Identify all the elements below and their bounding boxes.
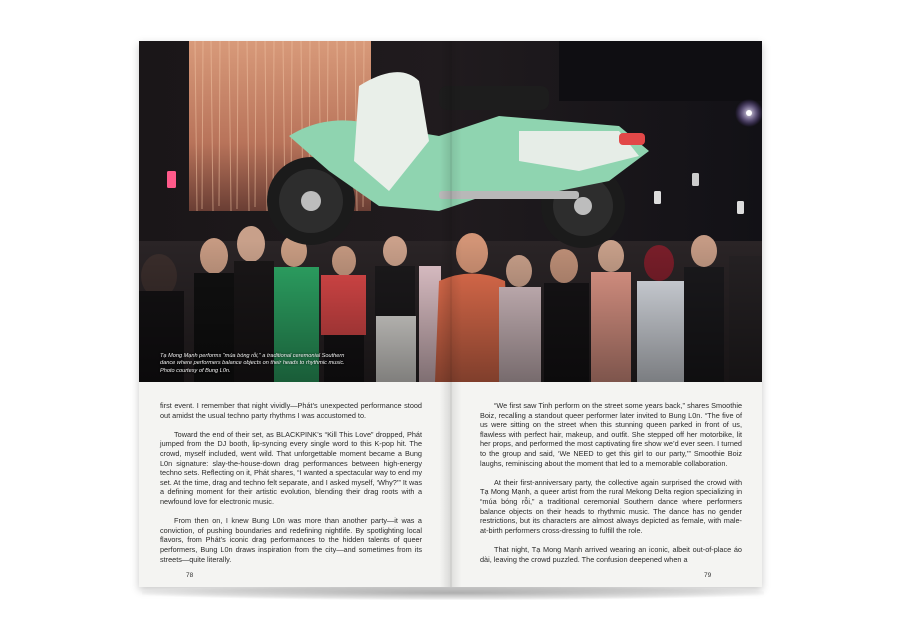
page-number-right: 79 bbox=[704, 572, 712, 579]
right-page-text bbox=[480, 401, 742, 574]
right-paragraph: At their first-anniversary party, the collective again surprised the crowd with Tạ Mong Mạnh, a queer artist from the rural Mekong Delta region specializing in “múa bóng rỗi,” a traditional ceremonial Southern dance where performers balance objects on their heads to rhythmic music. The dance has no gender restrictions, but its characters are almost always depicted as female, with male-at-birth performers cross-dressing to fulfill the role. bbox=[480, 477, 742, 535]
left-paragraph: first event. I remember that night vividly—Phát’s unexpected performance stood out amidst the usual techno party rhythms I was accustomed to. bbox=[160, 401, 422, 420]
party-crowd-motorbike-image bbox=[139, 41, 762, 382]
magazine-shadow bbox=[142, 586, 764, 600]
right-paragraph: That night, Tạ Mong Mạnh arrived wearing an iconic, albeit out-of-place áo dài, leaving the crowd puzzled. The confusion deepened when a bbox=[480, 544, 742, 564]
left-page-text bbox=[160, 401, 422, 574]
photo-caption: Tạ Mong Mạnh performs “múa bóng rỗi,” a traditional ceremonial Southern dance where performers balance objects on their heads to rhythmic music. Photo courtesy of Bung L0n. bbox=[160, 353, 345, 374]
left-paragraph: From then on, I knew Bung L0n was more than another party—it was a conviction, of pushing boundaries and redefining nightlife. By spotlighting local flavors, from Phát’s iconic drag performances to the hidden talents of queer performers, Bung L0n draws inspiration from the city—and sometimes from its streets—quite literally. bbox=[160, 516, 422, 564]
spread-photo bbox=[139, 41, 762, 382]
page-number-left: 78 bbox=[186, 572, 194, 579]
right-paragraph: “We first saw Tinh perform on the street some years back,” shares Smoothie Boiz, recalling a standout queer performer later invited to Bung L0n. “The five of us were sitting on the street when this stunning queen parked in front of us, flawless with perfect hair, makeup, and outfit. She stepped off her motorbike, lit her props, and performed the most captivating fire show we’d ever seen. I turned to the group and said, ‘We NEED to get this girl to our party,’” Smoothie Boiz laughs, reminiscing about the moment that led to a memorable collaboration. bbox=[480, 401, 742, 468]
magazine-spread bbox=[139, 41, 762, 587]
left-paragraph: Toward the end of their set, as BLACKPINK’s “Kill This Love” dropped, Phát jumped from the DJ booth, lip-syncing every single word to this K-pop hit. The crowd, myself included, went wild. That unforgettable moment became a Bung L0n signature: slay-the-house-down drag performances between high-energy techno sets. Reflecting on it, Phát shares, “I wanted a spectacular way to end my set. At the time, drag and techno felt separate, and I asked myself, ‘Why?’” It was a defining moment for their artistic evolution, blending their drag roots with a newfound love for electronic music. bbox=[160, 429, 422, 506]
